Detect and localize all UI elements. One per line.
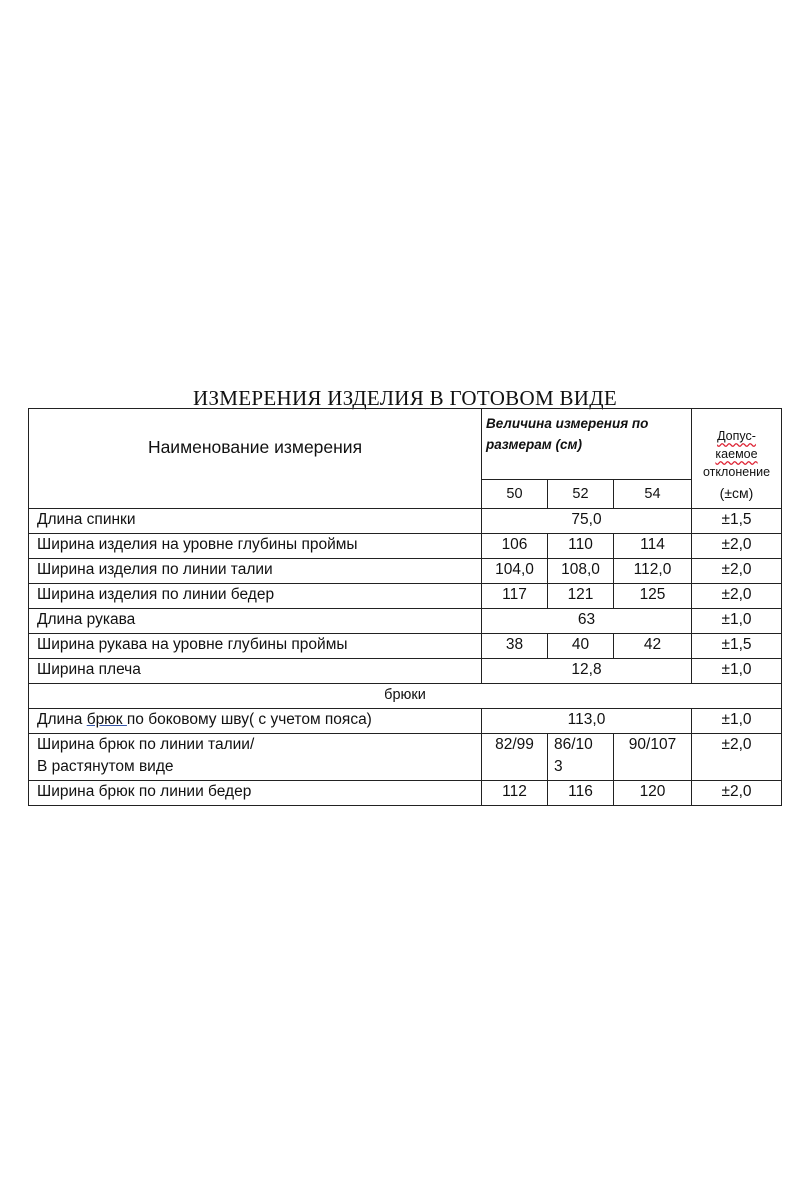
row-name-part-3: по боковому шву( с учетом пояса) [126, 711, 372, 728]
row-merged-value: 75,0 [482, 509, 692, 534]
row-value-54: 90/107 [614, 734, 692, 781]
row-value-52: 86/103 [548, 734, 614, 781]
row-name: Ширина брюк по линии бедер [29, 781, 482, 806]
row-tolerance: ±2,0 [692, 781, 782, 806]
row-name-part-2: брюк [86, 711, 127, 728]
table-row [29, 534, 782, 559]
measurements-table [28, 408, 782, 806]
row-tolerance: ±1,5 [692, 634, 782, 659]
tolerance-line-4: (±см) [719, 485, 754, 501]
row-name: Ширина изделия по линии талии [29, 559, 482, 584]
row-value-52: 110 [548, 534, 614, 559]
row-value-50: 117 [482, 584, 548, 609]
row-tolerance: ±1,5 [692, 509, 782, 534]
header-name-cell [29, 409, 482, 509]
row-name: Ширина рукава на уровне глубины проймы [29, 634, 482, 659]
size-52: 52 [548, 480, 614, 509]
row-name [29, 734, 482, 781]
header-name-label: Наименование измерения [147, 436, 363, 457]
size-54: 54 [614, 480, 692, 509]
table-row [29, 659, 782, 684]
row-name [29, 709, 482, 734]
row-name-part-1: Длина [37, 711, 87, 728]
row-value-50: 82/99 [482, 734, 548, 781]
row-tolerance: ±1,0 [692, 659, 782, 684]
row-tolerance: ±2,0 [692, 734, 782, 781]
row-name: Ширина изделия на уровне глубины проймы [29, 534, 482, 559]
row-value-52: 116 [548, 781, 614, 806]
section-label: брюки [29, 684, 782, 709]
table-row [29, 709, 782, 734]
row-value-50: 38 [482, 634, 548, 659]
table-row [29, 609, 782, 634]
row-tolerance: ±2,0 [692, 534, 782, 559]
row-value-50: 106 [482, 534, 548, 559]
row-name: Длина рукава [29, 609, 482, 634]
table-row [29, 509, 782, 534]
row-value-50: 112 [482, 781, 548, 806]
row-value-52: 108,0 [548, 559, 614, 584]
table-row [29, 634, 782, 659]
row-value-54: 114 [614, 534, 692, 559]
row-name-line-1: Ширина брюк по линии талии/ [37, 736, 255, 753]
tolerance-line-3: отклонение [702, 465, 771, 479]
row-value-54: 120 [614, 781, 692, 806]
table-row [29, 584, 782, 609]
row-tolerance: ±1,0 [692, 709, 782, 734]
row-tolerance: ±1,0 [692, 609, 782, 634]
row-value-52: 40 [548, 634, 614, 659]
row-merged-value: 63 [482, 609, 692, 634]
table-row [29, 781, 782, 806]
row-value-52: 121 [548, 584, 614, 609]
row-name-line-2: В растянутом виде [37, 758, 174, 775]
tolerance-line-1: Допус- [717, 429, 756, 443]
size-50: 50 [482, 480, 548, 509]
row-tolerance: ±2,0 [692, 584, 782, 609]
row-value-54: 125 [614, 584, 692, 609]
row-name: Ширина изделия по линии бедер [29, 584, 482, 609]
row-name: Ширина плеча [29, 659, 482, 684]
row-merged-value: 113,0 [482, 709, 692, 734]
header-sizes-label: Величина измерения по размерам (см) [482, 409, 692, 480]
header-row [29, 409, 782, 480]
row-value-54: 42 [614, 634, 692, 659]
row-name: Длина спинки [29, 509, 482, 534]
table-row [29, 559, 782, 584]
row-value-54: 112,0 [614, 559, 692, 584]
header-tolerance-cell [692, 409, 782, 509]
table-row [29, 734, 782, 781]
row-tolerance: ±2,0 [692, 559, 782, 584]
tolerance-line-2: каемое [715, 447, 758, 461]
document-title: ИЗМЕРЕНИЯ ИЗДЕЛИЯ В ГОТОВОМ ВИДЕ [192, 386, 617, 410]
section-row [29, 684, 782, 709]
row-value-50: 104,0 [482, 559, 548, 584]
row-merged-value: 12,8 [482, 659, 692, 684]
